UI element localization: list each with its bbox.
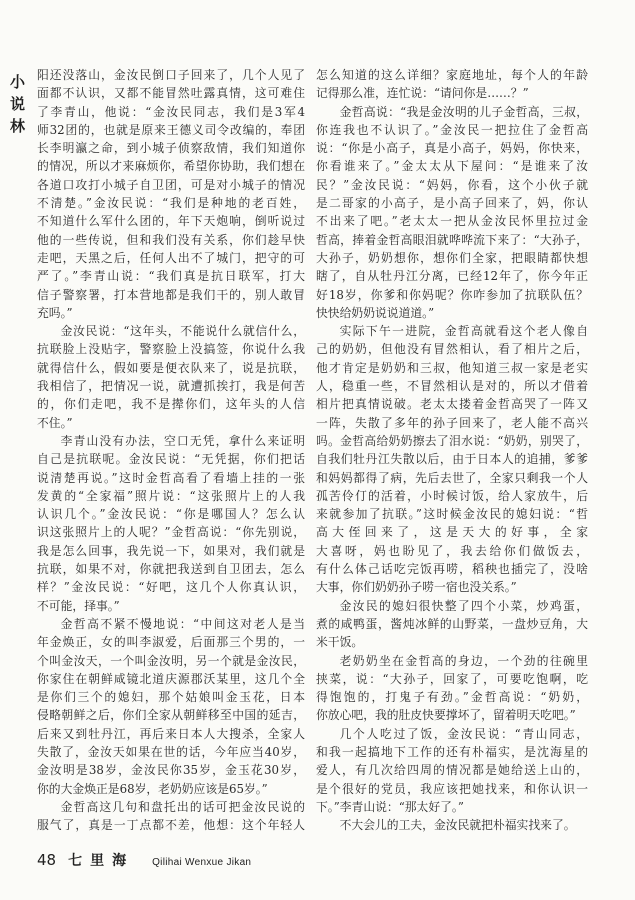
text-line: 和我一起搞地下工作的还有朴福实，是沈海星的 (316, 744, 588, 759)
text-line: 来就参加了抗联。”这时候金汝民的媳妇说：“哲 (316, 507, 588, 522)
text-line: 爱人，有几次给四周的情况都是她给送上山的， (316, 763, 588, 778)
text-line: 人，稳重一些，不冒然相认是对的，所以才借着 (316, 379, 588, 394)
text-line: 自己是抗联呢。金汝民说：“无凭据，你们把话 (37, 452, 305, 467)
paragraph (316, 103, 588, 323)
page-footer (37, 850, 251, 870)
text-line: 己的奶奶，但他没有冒然相认，看了相片之后， (316, 342, 588, 357)
text-column-right (316, 66, 588, 834)
text-line: 侵略朝鲜之后，你们全家从朝鲜移至中国的延吉， (37, 708, 305, 723)
page-number: 48 (37, 851, 57, 869)
text-line: 样？”金汝民说：“好吧，这几个人你真认识， (37, 580, 305, 595)
text-line: 年金焕正，女的叫李淑爱，后面那三个男的，一 (37, 635, 305, 650)
section-label: 小说林 (8, 74, 26, 140)
text-line: 金汝民的媳妇很快整了四个小菜，炒鸡蛋， (339, 598, 588, 613)
text-line: 下。”李青山说：“那太好了。” (316, 799, 464, 814)
paragraph (316, 816, 588, 834)
text-column-left (37, 66, 305, 834)
text-line: 抗联，如果不对，你就把我送到自卫团去，怎么 (37, 562, 305, 577)
text-line: 他才肯定是奶奶和三叔，他知道三叔一家是老实 (316, 360, 588, 375)
text-line: 煮的咸鸭蛋，酱炖冰鲜的山野菜，一盘炒豆角，大 (316, 616, 588, 631)
text-line: 挟菜，说：“大孙子，回家了，可要吃饱啊，吃 (316, 671, 588, 686)
text-line: 李青山没有办法，空口无凭，拿什么来证明 (60, 433, 305, 448)
text-line: 你看谁来了。”金太太从下屋问：“是谁来了汝 (316, 159, 588, 174)
text-line: 怎么知道的这么详细？家庭地址，每个人的年龄 (316, 68, 588, 82)
text-line: 是个很好的党员，我应该把她找来，和你认识一 (316, 781, 588, 796)
text-line: 快快给奶奶说说道道。” (316, 305, 435, 320)
text-line: 金哲高这几句和盘托出的话可把金汝民说的 (60, 799, 305, 814)
text-line: 你家住在朝鲜咸镜北道庆源郡沃某里，这几个全 (37, 671, 305, 686)
paragraph (316, 652, 588, 725)
text-line: 严了。”李青山说：“我们真是抗日联军，打大 (37, 269, 305, 284)
text-line: 金汝民说：“这年头，不能说什么就信什么， (60, 324, 305, 339)
text-line: 金哲高说：“我是金汝明的儿子金哲高，三叔， (339, 104, 588, 119)
paragraph (316, 597, 588, 652)
text-line: 他的一些传说，但和我们没有关系，你们趁早快 (37, 232, 305, 247)
paragraph (37, 615, 305, 798)
paragraph (37, 432, 305, 615)
text-line: 你放心吧，我的肚皮快要撑坏了，留着明天吃吧。” (316, 708, 576, 723)
text-line: 就得信什么，假如要是便衣队来了，说是抗联， (37, 360, 305, 375)
text-line: 你的大金焕正是68岁，老奶奶应该是65岁。” (37, 781, 268, 796)
text-line: 我是怎么回事，我先说一下，如果对，我们就是 (37, 543, 305, 558)
text-line: 米干饭。 (316, 635, 364, 650)
text-line: 不大会儿的工夫，金汝民就把朴福实找来了。 (339, 818, 576, 833)
text-line: 孤苦伶仃的活着，小时候讨饭，给人家放牛，后 (316, 488, 588, 503)
text-line: 一阵，失散了多年的孙子回来了，老人能不高兴 (316, 415, 588, 430)
text-line: 你连我也不认识了。”金汝民一把拉住了金哲高 (316, 122, 588, 137)
text-line: 是二哥家的小高子，是小高子回来了，妈，你认 (316, 196, 588, 211)
text-line: 识这张照片上的人呢？”金哲高说：“你先别说， (37, 525, 305, 540)
text-line: 老奶奶坐在金哲高的身边，一个劲的往碗里 (339, 653, 588, 668)
paragraph (316, 322, 588, 596)
text-line: 后来又到牡丹江，再后来日本人大搜杀，全家人 (37, 726, 305, 741)
text-line: 信子警察署，打本营地都是我们干的，别人敢冒 (37, 287, 305, 302)
text-line: 金汝明是38岁，金汝民你35岁，金玉花30岁， (37, 763, 305, 778)
text-line: 和妈妈都得了病，先后去世了，全家只剩我一个人 (316, 470, 588, 485)
text-line: 走吧，天黑之后，任何人出不了城门，把守的可 (37, 250, 305, 265)
text-line: 有什么体己话吃完饭再唠，稻秧也插完了，没啥 (316, 562, 588, 577)
text-line: 说：“你是小高子，真是小高子，妈妈，你快来， (316, 141, 588, 156)
text-line: 相片把真情说破。老太太搂着金哲高哭了一阵又 (316, 397, 588, 412)
text-line: 师32团的，也就是原来王德义司令改编的，奉团 (37, 122, 305, 137)
text-line: 各道口攻打小城子自卫团，可是对小城子的情况 (37, 177, 305, 192)
magazine-title: 七里海 (68, 853, 135, 869)
paragraph (37, 66, 305, 322)
text-line: 大喜呀，妈也盼见了，我去给你们做饭去， (316, 543, 588, 558)
text-line: 得饱饱的，打鬼子有劲。”金哲高说：“奶奶， (316, 690, 588, 705)
text-line: 的，你们走吧，我不是撵你们，这年头的人信 (37, 397, 305, 412)
text-line: 长李明瀛之命，到小城子侦察敌情，我们知道你 (37, 141, 305, 156)
text-line: 自我们牡丹江失散以后，由于日本人的追捕，爹爹 (316, 452, 588, 467)
text-line: 不清楚。”金汝民说：“我们是种地的老百姓， (37, 196, 305, 211)
text-line: 瞎了，自从牡丹江分离，已经12年了，你今年正 (316, 269, 588, 284)
text-line: 金哲高不紧不慢地说：“中间这对老人是当 (60, 616, 305, 631)
text-line: 失散了，金汝天如果在世的话，今年应当40岁， (37, 744, 305, 759)
text-line: 我相信了，把情况一说，就遭抓挨打，我是何苦 (37, 379, 305, 394)
text-line: 记得那么准，连忙说：“请问你是……？” (316, 86, 529, 101)
text-line: 的情况，所以才来麻烦你，希望你协助，我们想在 (37, 159, 305, 174)
text-line: 好18岁，你爹和你妈呢？你咋参加了抗联队伍？ (316, 287, 588, 302)
text-line: 不可能，择事。” (37, 598, 120, 613)
text-line: 不住。” (37, 415, 73, 430)
text-line: 抗联脸上没贴字，警察脸上没搞签，你说什么我 (37, 342, 305, 357)
text-line: 是你们三个的媳妇，那个姑娘叫金玉花，日本 (37, 690, 305, 705)
text-line: 发黄的“全家福”照片说：“这张照片上的人我 (37, 488, 305, 503)
text-line: 民？”金汝民说：“妈妈，你看，这个小伙子就 (316, 177, 588, 192)
paragraph (316, 66, 588, 103)
magazine-romanized-title: Qilihai Wenxue Jikan (152, 857, 252, 868)
text-line: 说清楚再说。”这时金哲高看了看墙上挂的一张 (37, 470, 305, 485)
text-line: 哲高，捧着金哲高眼泪就哗哗流下来了：“大孙子， (316, 232, 588, 247)
text-line: 不出来了吧。”老太太一把从金汝民怀里拉过金 (316, 214, 588, 229)
text-line: 不知道什么军什么团的，年下天炮响，倒听说过 (37, 214, 305, 229)
text-line: 服气了，真是一丁点都不差，他想：这个年轻人 (37, 818, 305, 833)
text-line: 高大侄回来了，这是天大的好事，全家 (316, 525, 588, 540)
text-line: 认识几个。”金汝民说：“你是哪国人？怎么认 (37, 507, 305, 522)
text-line: 了李青山，他说：“金汝民同志，我们是3军4 (37, 104, 305, 119)
text-line: 充吗。” (37, 305, 73, 320)
text-line: 几个人吃过了饭，金汝民说：“青山同志， (339, 726, 588, 741)
paragraph (316, 725, 588, 816)
text-line: 实际下午一进院，金哲高就看这个老人像自 (339, 324, 588, 339)
text-line: 面都不认识，又都不能冒然吐露真情，这可难住 (37, 86, 305, 101)
text-line: 大事，你们奶奶孙子唠一宿也没关系。” (316, 580, 517, 595)
paragraph (37, 798, 305, 835)
text-line: 吗。金哲高给奶奶擦去了泪水说：“奶奶，别哭了， (316, 433, 588, 448)
text-line: 大孙子，奶奶想你，想你们全家，把眼睛都快想 (316, 250, 588, 265)
text-line: 个叫金汝天，一个叫金汝明，另一个就是金汝民， (37, 653, 305, 668)
text-line: 阳还没落山，金汝民倒口子回来了，几个人见了 (37, 68, 305, 82)
paragraph (37, 322, 305, 432)
